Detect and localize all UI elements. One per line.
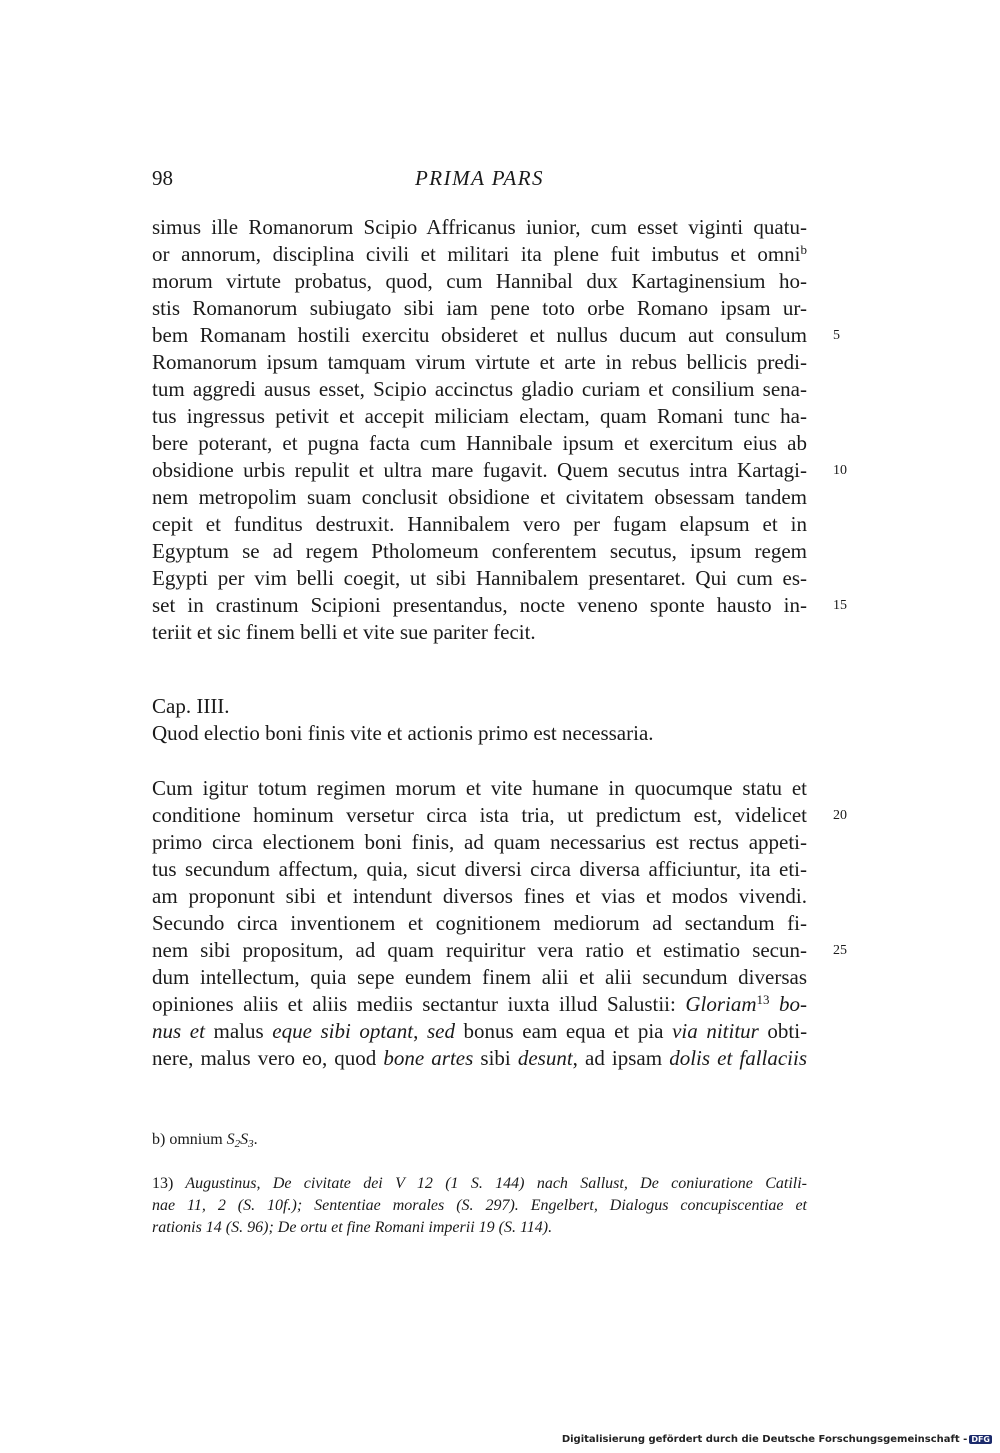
text-segment: nere, malus vero eo, quod	[152, 1046, 377, 1070]
credit-text: Digitalisierung gefördert durch die Deutsche Forschungsgemeinschaft -	[561, 1434, 968, 1445]
text-line: nem sibi propositum, ad quam requiritur vera ratio et estimatio secun-	[152, 938, 807, 962]
text-segment: opiniones aliis et aliis mediis sectantur iuxta illud Salustii:	[152, 992, 676, 1016]
footnote-13-line: rationis 14 (S. 96); De ortu et fine Romani imperii 19 (S. 114).	[152, 1219, 553, 1236]
quote-italic: Gloriam	[685, 992, 757, 1016]
quote-italic: via nititur	[672, 1019, 759, 1043]
text-segment: malus	[213, 1019, 264, 1043]
footnote-apparatus-b	[152, 1129, 807, 1151]
text-line: dum intellectum, quia sepe eundem finem alii et alii secundum diversas	[152, 965, 807, 989]
siglum-letter: S	[226, 1131, 235, 1148]
text-line: am proponunt sibi et intendunt diversos fines et vias et modos vivendi.	[152, 884, 807, 908]
siglum-sub: 3	[248, 1138, 254, 1150]
footnote-13-line: nae 11, 2 (S. 10f.); Sententiae morales (S. 297). Engelbert, Dialogus concupiscentiae et	[152, 1197, 807, 1214]
text-line: tum aggredi ausus esset, Scipio accinctus gladio curiam et consilium sena-	[152, 377, 807, 401]
text-line: stis Romanorum subiugato sibi iam pene toto orbe Romano ipsam ur-	[152, 296, 807, 320]
page-number: 98	[152, 166, 173, 190]
quote-italic: eque sibi optant	[272, 1019, 414, 1043]
text-line: Secundo circa inventionem et cognitionem mediorum ad sectandum fi-	[152, 911, 807, 935]
text-line	[152, 1045, 807, 1072]
text-line: teriit et sic finem belli et vite sue pariter fecit.	[152, 620, 536, 644]
siglum-letter: S	[240, 1131, 249, 1148]
line-number: 15	[833, 598, 847, 613]
text-line: tus secundum affectum, quia, sicut diversi circa diversa afficiuntur, ita eti-	[152, 857, 807, 881]
text-line: Romanorum ipsum tamquam virum virtute et arte in rebus bellicis predi-	[152, 350, 807, 374]
footnote-end: .	[253, 1131, 258, 1148]
footnote-label: b) omnium	[152, 1131, 223, 1148]
running-head: PRIMA PARS	[414, 166, 545, 190]
quote-italic: dolis et fallaciis	[669, 1046, 808, 1070]
quote-italic: bone artes	[383, 1046, 474, 1070]
text-line: simus ille Romanorum Scipio Affricanus iunior, cum esset viginti quatu-	[152, 215, 807, 239]
text-line: Cum igitur totum regimen morum et vite humane in quocumque statu et	[152, 776, 807, 800]
text-line	[152, 1018, 807, 1045]
text-line: primo circa electionem boni finis, ad quam necessarius est rectus appeti-	[152, 830, 807, 854]
line-number: 10	[833, 463, 847, 478]
text-line: nem metropolim suam conclusit obsidione et civitatem obsessam tandem	[152, 485, 807, 509]
line-number: 20	[833, 808, 847, 823]
footnote-text: Augustinus, De civitate dei V 12 (1 S. 144) nach Sallust, De coniuratione Catili-	[185, 1175, 807, 1192]
text-line: Egypti per vim belli coegit, ut sibi Hannibalem presentaret. Qui cum es-	[152, 566, 807, 590]
text-segment: bonus eam equa et pia	[463, 1019, 664, 1043]
quote-italic: desunt	[517, 1046, 573, 1070]
text-line: bem Romanam hostili exercitu obsideret et nullus ducum aut consulum	[152, 323, 807, 347]
footnote-13-line	[152, 1173, 807, 1195]
quote-italic: sed	[426, 1019, 455, 1043]
text-segment: obti-	[767, 1019, 808, 1043]
footnote-mark-b: b	[800, 242, 807, 257]
text-line: set in crastinum Scipioni presentandus, nocte veneno sponte hausto in-	[152, 593, 807, 617]
text-line: conditione hominum versetur circa ista tria, ut predictum est, videlicet	[152, 803, 807, 827]
text-segment: or annorum, disciplina civili et militari ita plene fuit imbutus et omni	[152, 242, 801, 266]
text-segment: ,	[413, 1019, 427, 1043]
siglum	[227, 1131, 254, 1148]
digitization-credit	[562, 1434, 992, 1445]
text-line: bere poterant, et pugna facta cum Hannibale ipsum et exercitum eius ab	[152, 431, 807, 455]
quote-italic: nus et	[152, 1019, 205, 1043]
chapter-title: Quod electio boni finis vite et actionis primo est necessaria.	[152, 721, 654, 745]
chapter-number: Cap. IIII.	[152, 694, 230, 718]
text-segment: , ad ipsam	[572, 1046, 663, 1070]
text-line	[152, 241, 807, 268]
line-number: 5	[833, 328, 840, 343]
line-number: 25	[833, 943, 847, 958]
text-segment: sibi	[480, 1046, 511, 1070]
text-line: cepit et funditus destruxit. Hannibalem vero per fugam elapsum et in	[152, 512, 807, 536]
siglum-sub: 2	[234, 1138, 241, 1150]
footnote-mark-13: 13	[756, 992, 770, 1007]
footnote-number: 13)	[152, 1175, 174, 1192]
dfg-logo: DFG	[971, 1435, 990, 1444]
text-line: tus ingressus petivit et accepit miliciam electam, quam Romani tunc ha-	[152, 404, 807, 428]
text-line	[152, 991, 807, 1018]
text-line: Egyptum se ad regem Ptholomeum conferentem secutus, ipsum regem	[152, 539, 807, 563]
quote-italic: bo-	[779, 992, 808, 1016]
text-line: obsidione urbis repulit et ultra mare fugavit. Quem secutus intra Kartagi-	[152, 458, 807, 482]
text-line: morum virtute probatus, quod, cum Hannibal dux Kartaginensium ho-	[152, 269, 807, 293]
